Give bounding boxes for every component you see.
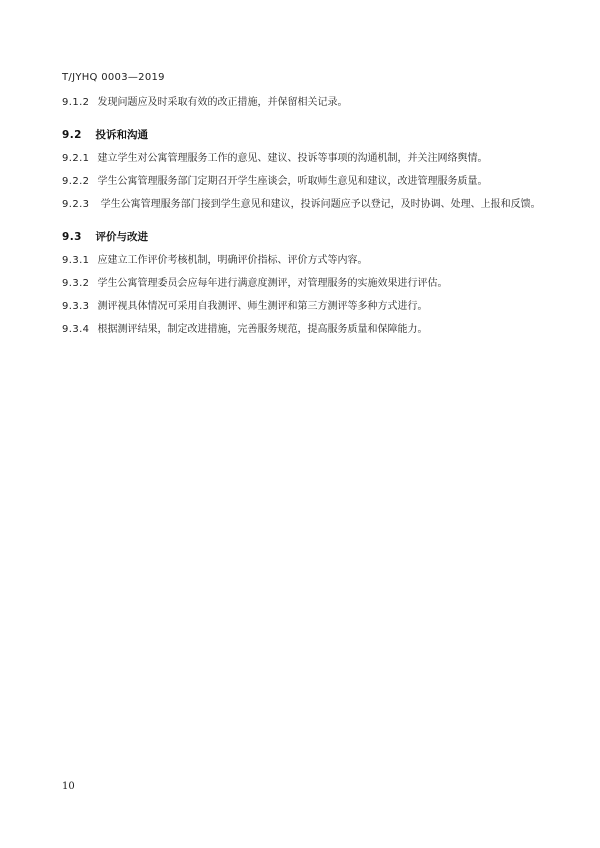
section-number: 9.2: [62, 129, 82, 141]
section-number: 9.3: [62, 231, 82, 243]
document-code-header: T/JYHQ 0003—2019: [62, 72, 165, 83]
section-title: 评价与改进: [95, 231, 148, 243]
clause-number: 9.3.1: [62, 255, 90, 266]
clause-9-2-1: [62, 151, 548, 167]
clause-9-2-2: [62, 174, 548, 190]
clause-text: 发现问题应及时采取有效的改正措施，并保留相关记录。: [97, 97, 348, 108]
clause-9-3-1: [62, 253, 548, 269]
clause-number: 9.3.2: [62, 278, 90, 289]
clause-text: 学生公寓管理服务部门接到学生意见和建议，投诉问题应予以登记，及时协调、处理、上报和反馈。: [100, 199, 541, 210]
section-heading-9-2: [62, 127, 548, 143]
clause-number: 9.3.3: [62, 301, 90, 312]
clause-9-2-3: [62, 197, 548, 213]
clause-text: 测评视具体情况可采用自我测评、师生测评和第三方测评等多种方式进行。: [97, 301, 428, 312]
clause-text: 建立学生对公寓管理服务工作的意见、建议、投诉等事项的沟通机制，并关注网络舆情。: [97, 153, 488, 164]
clause-number: 9.1.2: [62, 97, 90, 108]
clause-9-3-3: [62, 299, 548, 315]
clause-number: 9.3.4: [62, 324, 90, 335]
clause-text: 学生公寓管理委员会应每年进行满意度测评，对管理服务的实施效果进行评估。: [97, 278, 448, 289]
section-heading-9-3: [62, 229, 548, 245]
section-title: 投诉和沟通: [95, 129, 148, 141]
clause-text: 学生公寓管理服务部门定期召开学生座谈会，听取师生意见和建议，改进管理服务质量。: [97, 176, 488, 187]
clause-text: 根据测评结果，制定改进措施，完善服务规范，提高服务质量和保障能力。: [97, 324, 428, 335]
clause-9-1-2: [62, 95, 548, 111]
clause-9-3-4: [62, 322, 548, 338]
clause-text: 应建立工作评价考核机制，明确评价指标、评价方式等内容。: [97, 255, 368, 266]
clause-number: 9.2.3: [62, 199, 90, 210]
clause-number: 9.2.1: [62, 153, 90, 164]
clause-number: 9.2.2: [62, 176, 90, 187]
clause-9-3-2: [62, 276, 548, 292]
document-body: [62, 95, 548, 345]
page-number: 10: [62, 781, 75, 792]
